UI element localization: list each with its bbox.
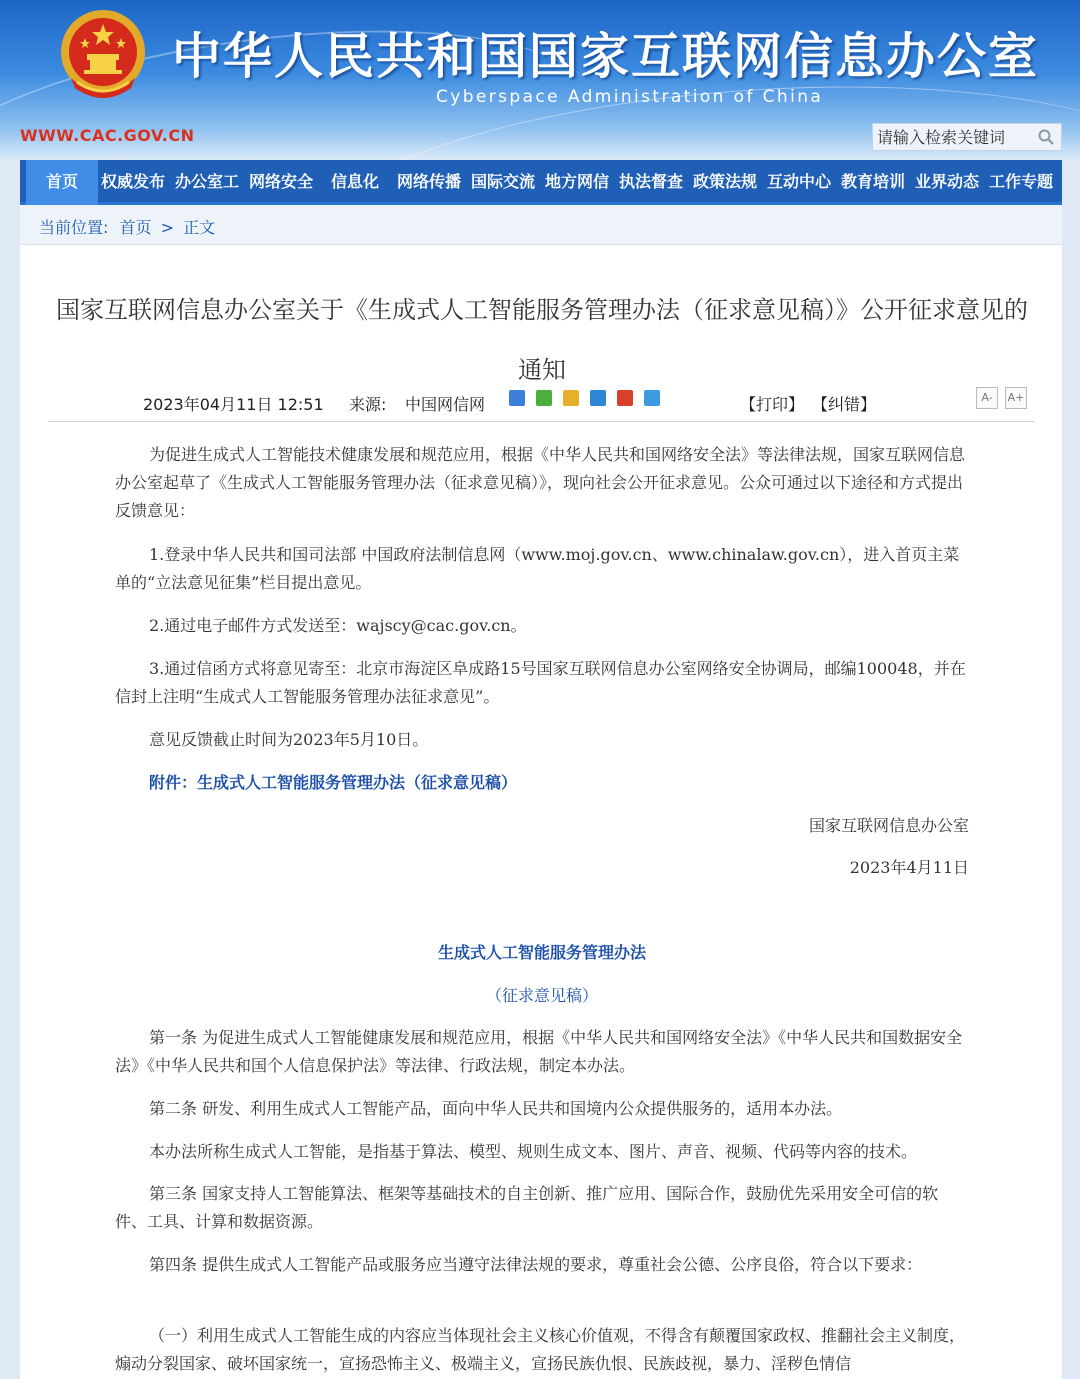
paragraph-item-3: 3.通过信函方式将意见寄至：北京市海淀区阜成路15号国家互联网信息办公室网络安全协调局，邮编100048，并在信封上注明“生成式人工智能服务管理办法征求意见”。	[115, 659, 966, 706]
article-container	[20, 245, 1062, 1379]
search-box	[872, 123, 1062, 151]
paragraph-intro: 为促进生成式人工智能技术健康发展和规范应用，根据《中华人民共和国网络安全法》等法律法规，国家互联网信息办公室起草了《生成式人工智能服务管理办法（征求意见稿）》，现向社会公开征求意见。公众可通过以下途径和方式提出反馈意见：	[115, 445, 966, 520]
article-clause-2-definition: 本办法所称生成式人工智能，是指基于算法、模型、规则生成文本、图片、声音、视频、代码等内容的技术。	[149, 1142, 918, 1161]
nav-item-policy[interactable]: 政策法规	[693, 172, 758, 191]
article-clause-4: 第四条 提供生成式人工智能产品或服务应当遵守法律法规的要求，尊重社会公德、公序良俗，符合以下要求：	[149, 1255, 923, 1274]
nav-item-industry[interactable]: 业界动态	[915, 172, 980, 191]
paragraph-item-2: 2.通过电子邮件方式发送至：wajscy@cac.gov.cn。	[149, 616, 527, 635]
print-link[interactable]: 【打印】	[740, 395, 805, 414]
nav-item-education[interactable]: 教育培训	[841, 172, 906, 191]
breadcrumb-bar	[20, 205, 1062, 245]
nav-item-international[interactable]: 国际交流	[471, 172, 536, 191]
breadcrumb-prefix: 当前位置:	[39, 218, 109, 237]
qzone-icon[interactable]	[590, 390, 606, 406]
article-clause-4-item-1: （一）利用生成式人工智能生成的内容应当体现社会主义核心价值观，不得含有颠覆国家政权、推翻社会主义制度，煽动分裂国家、破坏国家统一，宣扬恐怖主义、极端主义，宣扬民族仇恨、民族歧视，暴力、淫秽色情信	[115, 1326, 966, 1373]
paragraph-deadline: 意见反馈截止时间为2023年5月10日。	[149, 730, 429, 749]
search-input[interactable]	[877, 125, 1029, 149]
nav-item-local[interactable]: 地方网信	[545, 172, 610, 191]
breadcrumb	[39, 215, 215, 238]
paragraph-item-1: 1.登录中华人民共和国司法部 中国政府法制信息网（www.moj.gov.cn、www.chinalaw.gov.cn），进入首页主菜单的“立法意见征集”栏目提出意见。	[115, 545, 960, 592]
article-clause-1: 第一条 为促进生成式人工智能健康发展和规范应用，根据《中华人民共和国网络安全法》《中华人民共和国数据安全法》《中华人民共和国个人信息保护法》等法律、行政法规，制定本办法。	[115, 1028, 963, 1075]
article-clause-2: 第二条 研发、利用生成式人工智能产品，面向中华人民共和国境内公众提供服务的，适用本办法。	[149, 1099, 843, 1118]
meta-divider	[48, 421, 1034, 422]
correct-link[interactable]: 【纠错】	[812, 395, 877, 414]
nav-item-informatization[interactable]: 信息化	[331, 172, 380, 191]
site-title: 中华人民共和国国家互联网信息办公室	[172, 27, 1040, 85]
breadcrumb-current: 正文	[183, 218, 216, 237]
nav-item-enforcement[interactable]: 执法督查	[619, 172, 684, 191]
site-header	[0, 0, 1080, 160]
nav-item-interaction[interactable]: 互动中心	[767, 172, 832, 191]
font-increase-button[interactable]: A+	[1005, 387, 1027, 409]
site-subtitle: Cyberspace Administration of China	[436, 87, 824, 107]
article-title: 国家互联网信息办公室关于《生成式人工智能服务管理办法（征求意见稿）》公开征求意见的通知	[56, 296, 1028, 384]
nav-item-security[interactable]: 网络安全	[249, 172, 314, 191]
national-emblem-icon	[57, 8, 149, 104]
nav-item-home[interactable]: 首页	[26, 160, 98, 205]
signature: 国家互联网信息办公室	[808, 816, 969, 835]
sign-date: 2023年4月11日	[849, 858, 969, 877]
article-source-label: 来源:	[349, 395, 387, 414]
breadcrumb-separator: >	[160, 218, 175, 237]
weibo-icon[interactable]	[563, 390, 579, 406]
article-source: 中国网信网	[405, 395, 486, 414]
doc-title: 生成式人工智能服务管理办法	[437, 943, 646, 962]
breadcrumb-home-link[interactable]: 首页	[119, 218, 152, 237]
article-date: 2023年04月11日 12:51	[143, 395, 324, 414]
nav-item-special[interactable]: 工作专题	[989, 172, 1054, 191]
tqq-icon[interactable]	[644, 390, 660, 406]
search-icon[interactable]	[1037, 128, 1055, 146]
attachment-link[interactable]: 附件：生成式人工智能服务管理办法（征求意见稿）	[149, 773, 518, 792]
wechat-icon[interactable]	[536, 390, 552, 406]
renren-icon[interactable]	[617, 390, 633, 406]
share-icons	[509, 390, 666, 408]
main-nav	[20, 160, 1062, 205]
article-clause-3: 第三条 国家支持人工智能算法、框架等基础技术的自主创新、推广应用、国际合作，鼓励优先采用安全可信的软件、工具、计算和数据资源。	[115, 1184, 939, 1231]
nav-item-communication[interactable]: 网络传播	[397, 172, 462, 191]
nav-item-authority[interactable]: 权威发布	[101, 172, 166, 191]
doc-subtitle: （征求意见稿）	[485, 986, 598, 1005]
plus-share-icon[interactable]	[509, 390, 525, 406]
nav-item-office[interactable]: 办公室工	[175, 172, 240, 191]
site-url-link[interactable]: WWW.CAC.GOV.CN	[20, 126, 195, 145]
font-decrease-button[interactable]: A-	[976, 387, 998, 409]
